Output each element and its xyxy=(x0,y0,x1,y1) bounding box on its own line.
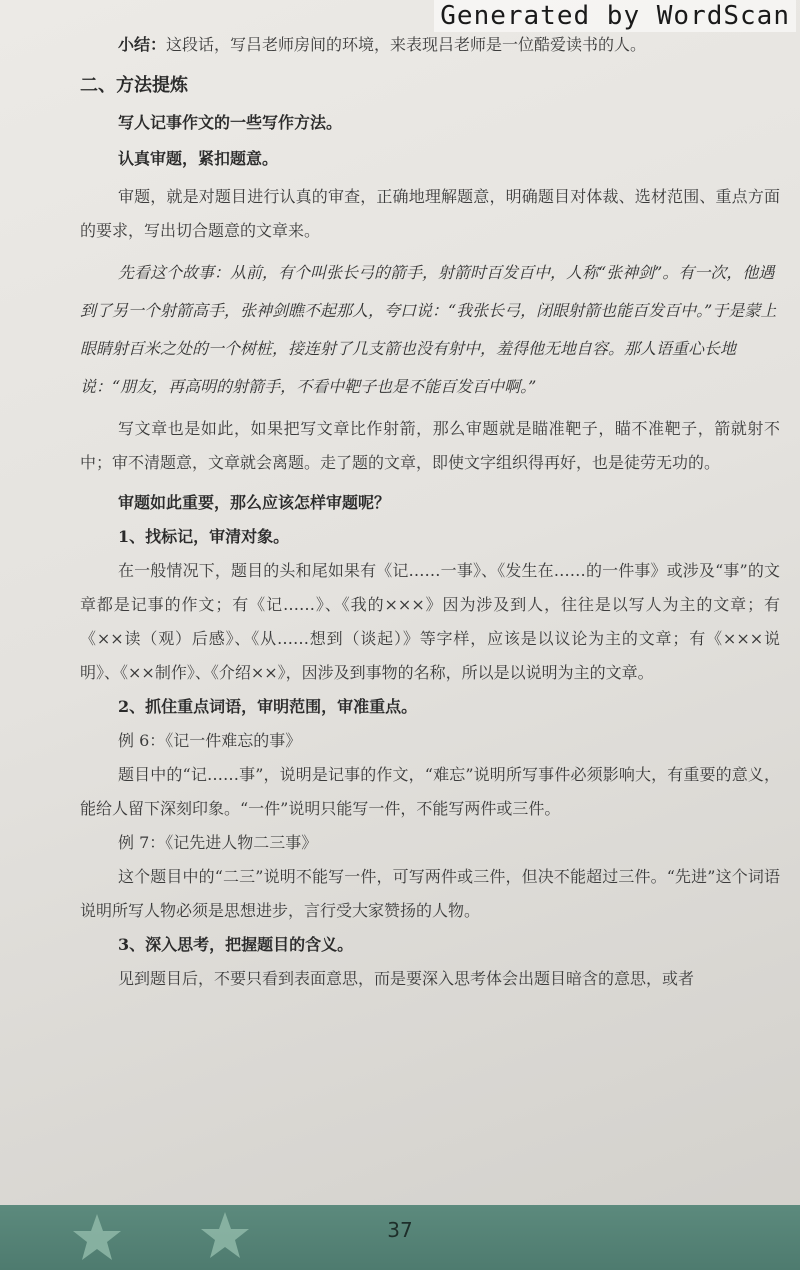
paragraph-example6: 题目中的“记……事”，说明是记事的作文，“难忘”说明所写事件必须影响大，有重要的意义，能给人留下深刻印象。“一件”说明只能写一件，不能写两件或三件。 xyxy=(80,765,780,818)
subsection-title: 认真审题，紧扣题意。 xyxy=(118,149,279,168)
summary-paragraph xyxy=(80,28,780,62)
paragraph-shenti: 审题，就是对题目进行认真的审查，正确地理解题意，明确题目对体裁、选材范围、重点方面的要求，写出切合题意的文章来。 xyxy=(80,187,780,240)
methods-title: 写人记事作文的一些写作方法。 xyxy=(118,113,343,132)
story-paragraph: 先看这个故事：从前，有个叫张长弓的箭手，射箭时百发百中，人称“张神剑”。有一次，他遇到了另一个射箭高手，张神剑瞧不起那人，夸口说：“我张长弓，闭眼射箭也能百发百中。”于是蒙上眼睛射百米之处的一个树桩，接连射了几支箭也没有射中，羞得他无地自容。那人语重心长地说：“朋友，再高明的射箭手，不看中靶子也是不能百发百中啊。” xyxy=(80,263,777,396)
summary-text: 这段话，写吕老师房间的环境，来表现吕老师是一位酷爱读书的人。 xyxy=(166,35,647,54)
paragraph-example7: 这个题目中的“二三”说明不能写一件，可写两件或三件，但决不能超过三件。“先进”这个词语说明所写人物必须是思想进步，言行受大家赞扬的人物。 xyxy=(80,867,780,920)
paragraph-compare: 写文章也是如此，如果把写文章比作射箭，那么审题就是瞄准靶子，瞄不准靶子，箭就射不中；审不清题意，文章就会离题。走了题的文章，即使文字组织得再好，也是徒劳无功的。 xyxy=(80,419,780,472)
summary-label: 小结： xyxy=(118,35,167,54)
section-title: 二、方法提炼 xyxy=(80,75,188,96)
watermark: Generated by WordScan xyxy=(434,0,796,32)
step2-title: 2、抓住重点词语，审明范围，审准重点。 xyxy=(118,697,418,716)
paragraph-step3: 见到题目后，不要只看到表面意思，而是要深入思考体会出题目暗含的意思，或者 xyxy=(118,969,695,988)
page-number: 37 xyxy=(387,1218,413,1242)
example6-title: 例 6：《记一件难忘的事》 xyxy=(118,731,302,750)
document-body xyxy=(80,28,780,996)
step1-title: 1、找标记，审清对象。 xyxy=(118,527,290,546)
question-heading: 审题如此重要，那么应该怎样审题呢？ xyxy=(118,493,391,512)
paragraph-step1: 在一般情况下，题目的头和尾如果有《记……一事》、《发生在……的一件事》或涉及“事”的文章都是记事的作文；有《记……》、《我的×××》因为涉及到人，往往是以写人为主的文章；有《××读（观）后感》、《从……想到（谈起）》等字样，应该是以议论为主的文章；有《×××说明》、《××制作》、《介绍××》，因涉及到事物的名称，所以是以说明为主的文章。 xyxy=(80,561,780,682)
example7-title: 例 7：《记先进人物二三事》 xyxy=(118,833,318,852)
step3-title: 3、深入思考，把握题目的含义。 xyxy=(118,935,354,954)
